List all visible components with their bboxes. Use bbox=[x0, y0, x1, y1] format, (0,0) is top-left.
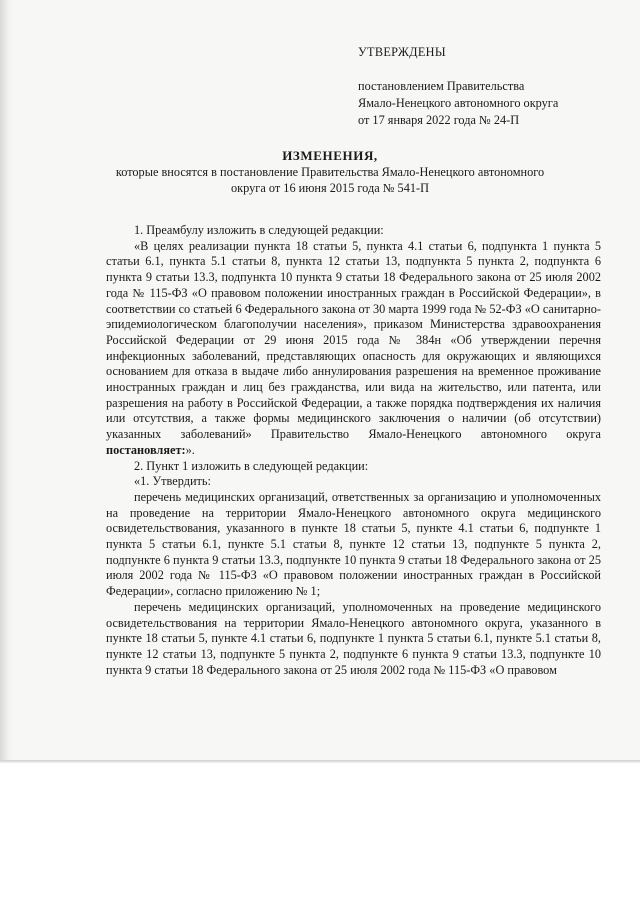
paragraph: «1. Утвердить: bbox=[134, 474, 211, 489]
blank-area bbox=[0, 764, 640, 905]
page-bottom-edge bbox=[0, 760, 640, 763]
paragraph: перечень медицинских организаций, ответственных за организацию и уполномоченных на проведение на территории Ямало-Ненецкого автономного округа медицинского освидетельствования, указанного в пункте 18 статьи 5, пункте 4.1 статьи 6, подпункте 1 пункта 5 статьи 6.1, пункте 5.1 статьи 8, пункте 12 статьи 13, подпункте 5 пункта 2, подпункте 6 пункта 9 статьи 13.3, подпункте 10 пункта 9 статьи 18 Федерального закона от 25 июля 2002 года № 115-ФЗ «О правовом положении иностранных граждан в Российской Федерации», согласно приложению № 1; bbox=[106, 489, 601, 599]
document-body bbox=[106, 223, 601, 678]
approval-line: Ямало-Ненецкого автономного округа bbox=[358, 96, 559, 110]
approval-block bbox=[358, 44, 618, 129]
document-title: ИЗМЕНЕНИЯ, bbox=[282, 148, 378, 163]
page-edge-shadow bbox=[0, 0, 14, 763]
approval-date: от 17 января 2022 года № 24-П bbox=[358, 113, 520, 127]
approval-line: постановлением Правительства bbox=[358, 79, 525, 93]
document-heading bbox=[100, 147, 560, 196]
paragraph-text: «В целях реализации пункта 18 статьи 5, пункта 4.1 статьи 6, подпункта 1 пункта 5 статьи 6.1, пункта 5.1 статьи 8, пункта 12 статьи 13, подпункта 5 пункта 2, подпункта 6 пункта 9 статьи 13.3, подпункта 10 пункта 9 статьи 18 Федерального закона от 25 июля 2002 года № 115-ФЗ «О правовом положении иностранных граждан в Российской Федерации», в соответствии со статьей 6 Федерального закона от 30 марта 1999 года № 52-ФЗ «О санитарно-эпидемиологическом благополучии населения», приказом Министерства здравоохранения Российской Федерации от 29 июня 2015 года № 384н «Об утверждении перечня инфекционных заболеваний, представляющих опасность для окружающих и являющихся основанием для отказа в выдаче либо аннулирования разрешения на временное проживание иностранных граждан и лиц без гражданства, или вида на жительство, или патента, или разрешения на работу в Российской Федерации, а также порядка подтверждения их наличия или отсутствия, а также формы медицинского заключения о наличии (об отсутствии) указанных заболеваний» Правительство Ямало-Ненецкого автономного округа bbox=[106, 238, 601, 442]
paragraph bbox=[106, 239, 601, 459]
paragraph-end: ». bbox=[185, 442, 195, 457]
paragraph: перечень медицинских организаций, уполномоченных на проведение медицинского освидетельствования на территории Ямало-Ненецкого автономного округа, указанного в пункте 18 статьи 5, пункте 4.1 статьи 6, подпункте 1 пункта 5 статьи 6.1, пункте 5.1 статьи 8, пункте 12 статьи 13, подпункте 5 пункта 2, подпункте 6 пункта 9 статьи 13.3, подпункте 10 пункта 9 статьи 18 Федерального закона от 25 июля 2002 года № 115-ФЗ «О правовом bbox=[106, 599, 601, 677]
resolution-word: постановляет: bbox=[106, 442, 186, 457]
document-subtitle: которые вносятся в постановление Правительства Ямало-Ненецкого автономного округа от 16 июня 2015 года № 541-П bbox=[115, 165, 545, 195]
approval-title: УТВЕРЖДЕНЫ bbox=[358, 45, 446, 59]
paragraph: 2. Пункт 1 изложить в следующей редакции: bbox=[134, 458, 369, 473]
paragraph: 1. Преамбулу изложить в следующей редакции: bbox=[134, 223, 384, 237]
